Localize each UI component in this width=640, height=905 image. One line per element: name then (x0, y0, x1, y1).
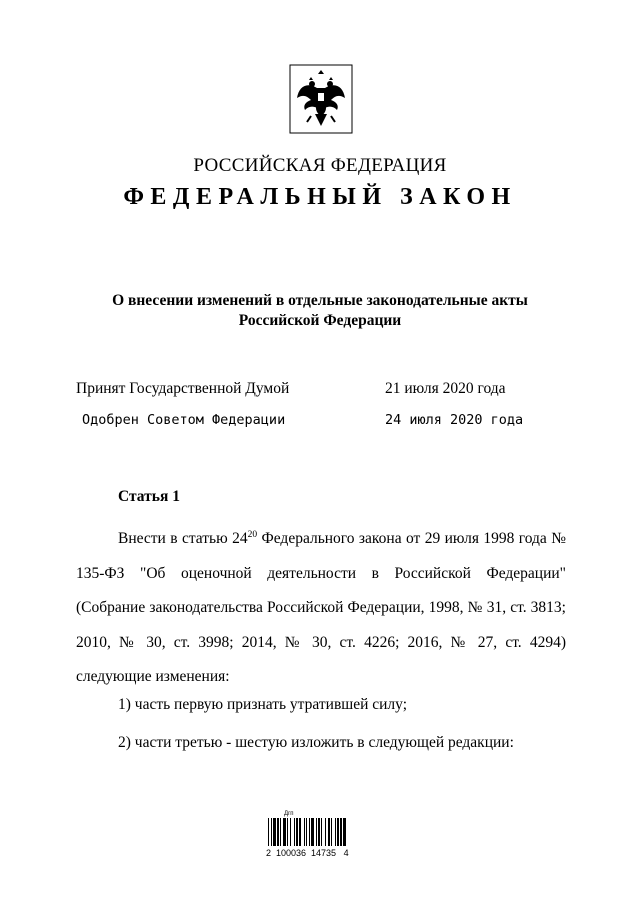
country-name: РОССИЙСКАЯ ФЕДЕРАЦИЯ (193, 155, 447, 176)
article-paragraph (76, 522, 566, 695)
list-item-1: 1) часть первую признать утратившей силу; (118, 696, 408, 713)
adopted-label: Принят Государственной Думой (76, 380, 290, 397)
law-title-line-1: О внесении изменений в отдельные законодательные акты (112, 292, 528, 309)
approved-date: 24 июля 2020 года (385, 412, 524, 428)
barcode-icon (266, 818, 376, 848)
law-title-line-2: Российской Федерации (238, 312, 402, 329)
article-number-superscript: 20 (247, 529, 258, 540)
barcode (266, 811, 376, 861)
paragraph-text-start: Внести в статью 24 (118, 530, 248, 547)
article-heading: Статья 1 (118, 488, 180, 505)
approved-label: Одобрен Советом Федерации (82, 412, 286, 428)
barcode-mark: Дгп (284, 811, 294, 817)
law-title (0, 291, 640, 331)
adopted-date: 21 июля 2020 года (385, 380, 506, 397)
paragraph-text-end: Федерального закона от 29 июля 1998 года № 135-ФЗ "Об оценочной деятельности в Российской Федерации" (Собрание законодательства Российской Федерации, 1998, № 31, ст. 3813; 2010, № 30, ст. 3998; 2014, № 30, ст. 4226; 2016, № 27, ст. 4294) следующие изменения: (76, 530, 566, 686)
document-type: ФЕДЕРАЛЬНЫЙ ЗАКОН (123, 184, 517, 210)
barcode-number: 2 100036 14735 4 (266, 848, 349, 858)
double-headed-eagle-icon (289, 64, 353, 134)
list-item-2: 2) части третью - шестую изложить в следующей редакции: (118, 734, 514, 751)
